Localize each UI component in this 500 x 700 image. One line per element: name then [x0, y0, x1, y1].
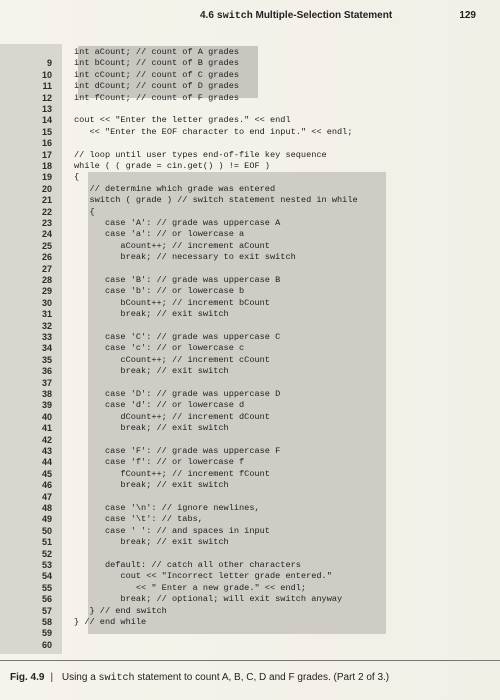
line-number: 50: [41, 525, 52, 536]
code-line: cout << "Enter the letter grades." << endl: [74, 115, 291, 126]
line-number: 32: [41, 320, 52, 331]
line-number: 41: [41, 423, 52, 434]
caption-rule: [0, 660, 500, 661]
code-line: } // end switch: [74, 605, 167, 616]
code-line: case '\t': // tabs,: [74, 514, 203, 525]
line-number: 56: [41, 594, 52, 605]
line-number: 58: [41, 617, 52, 627]
line-number: 22: [41, 206, 52, 217]
code-line: case 'C': // grade was uppercase C: [74, 332, 281, 342]
line-number: 48: [41, 503, 52, 513]
code-line: bCount++; // increment bCount: [74, 297, 270, 308]
code-line: int dCount; // count of D grades: [74, 81, 240, 92]
line-number: 20: [41, 183, 52, 194]
code-line: int cCount; // count of C grades: [74, 69, 240, 80]
line-number: 40: [41, 411, 52, 422]
caption-text-before: Using a: [61, 672, 96, 683]
line-number: 18: [41, 161, 52, 171]
line-number: 13: [41, 104, 52, 114]
code-line: {: [74, 206, 95, 217]
line-number: 29: [41, 286, 52, 297]
line-number: 36: [41, 366, 52, 377]
line-number: 21: [41, 195, 52, 206]
code-line: switch ( grade ) // switch statement nested in while: [74, 195, 358, 206]
code-line: case 'f': // or lowercase f: [74, 457, 245, 468]
code-line: break; // optional; will exit switch anyway: [74, 594, 343, 605]
code-line: break; // exit switch: [74, 537, 229, 548]
code-line: {: [74, 172, 80, 183]
line-number: 16: [41, 138, 52, 149]
line-number: 24: [41, 229, 52, 240]
figure-label: Fig. 4.9: [10, 672, 45, 683]
code-line: case 'D': // grade was uppercase D: [74, 389, 281, 399]
code-line: // determine which grade was entered: [74, 183, 276, 194]
line-number: 9: [46, 58, 52, 69]
code-line: case '\n': // ignore newlines,: [74, 503, 260, 513]
line-number: 39: [41, 400, 52, 411]
line-number: 49: [41, 514, 52, 525]
line-number: 25: [41, 240, 52, 251]
line-number: 15: [41, 126, 52, 137]
line-number: 37: [41, 377, 52, 388]
code-line: break; // exit switch: [74, 309, 229, 320]
line-number: 30: [41, 297, 52, 308]
line-number: 23: [41, 218, 52, 228]
line-number: 46: [41, 480, 52, 491]
code-line: cCount++; // increment cCount: [74, 354, 270, 365]
code-line: << "Enter the EOF character to end input." << endl;: [74, 126, 353, 137]
line-number: 55: [41, 582, 52, 593]
code-line: case 'A': // grade was uppercase A: [74, 218, 281, 228]
line-number: 43: [41, 446, 52, 456]
line-number: 34: [41, 343, 52, 354]
code-line: dCount++; // increment dCount: [74, 411, 270, 422]
line-number: 28: [41, 275, 52, 285]
line-number: 53: [41, 560, 52, 570]
code-line: case 'c': // or lowercase c: [74, 343, 245, 354]
line-number: 26: [41, 252, 52, 263]
line-number: 12: [41, 92, 52, 103]
header-title: Multiple-Selection Statement: [255, 10, 393, 21]
line-number: 27: [41, 263, 52, 274]
code-line: aCount++; // increment aCount: [74, 240, 270, 251]
code-line: default: // catch all other characters: [74, 560, 301, 570]
caption-text-after: statement to count A, B, C, D and F grades. (Part 2 of 3.): [137, 672, 390, 683]
code-line: case 'a': // or lowercase a: [74, 229, 245, 240]
code-line: cout << "Incorrect letter grade entered.": [74, 571, 332, 582]
code-line: // loop until user types end-of-file key sequence: [74, 149, 327, 160]
line-number: 52: [41, 548, 52, 559]
code-line: while ( ( grade = cin.get() ) != EOF ): [74, 161, 270, 171]
code-line: case ' ': // and spaces in input: [74, 525, 270, 536]
code-line: case 'b': // or lowercase b: [74, 286, 245, 297]
line-number: 35: [41, 354, 52, 365]
line-number: 47: [41, 491, 52, 502]
code-line: case 'F': // grade was uppercase F: [74, 446, 281, 456]
line-number: 51: [41, 537, 52, 548]
line-number: 44: [41, 457, 52, 468]
code-line: break; // exit switch: [74, 366, 229, 377]
code-line: int bCount; // count of B grades: [74, 58, 240, 69]
code-line: break; // exit switch: [74, 480, 229, 491]
caption-code-word: switch: [98, 673, 135, 684]
line-number: 31: [41, 309, 52, 320]
line-number: 17: [41, 149, 52, 160]
code-line: break; // exit switch: [74, 423, 229, 434]
running-header: [200, 10, 476, 22]
header-code-word: switch: [216, 11, 253, 22]
code-line: } // end while: [74, 617, 147, 627]
line-number: 33: [41, 332, 52, 342]
code-line: fCount++; // increment fCount: [74, 468, 270, 479]
code-line: break; // necessary to exit switch: [74, 252, 296, 263]
line-number: 45: [41, 468, 52, 479]
page-number: 129: [459, 10, 476, 21]
code-line: << " Enter a new grade." << endl;: [74, 582, 307, 593]
code-line: case 'd': // or lowercase d: [74, 400, 245, 411]
code-line: int fCount; // count of F grades: [74, 92, 240, 103]
line-number: 57: [41, 605, 52, 616]
figure-caption: Fig. 4.9 | Using a switch statement to count A, B, C, D and F grades. (Part 2 of 3.): [10, 672, 390, 684]
code-line: case 'B': // grade was uppercase B: [74, 275, 281, 285]
line-number: 11: [42, 81, 52, 92]
line-number: 19: [41, 172, 52, 183]
line-number: 38: [41, 389, 52, 399]
code-line: int aCount; // count of A grades: [74, 47, 240, 57]
code-listing: [0, 44, 500, 654]
line-number: 60: [41, 639, 52, 650]
section-number: 4.6: [200, 10, 214, 21]
line-number: 54: [41, 571, 52, 582]
line-number: 14: [41, 115, 52, 126]
line-number: 10: [41, 69, 52, 80]
line-number: 42: [41, 434, 52, 445]
line-number: 59: [41, 628, 52, 639]
